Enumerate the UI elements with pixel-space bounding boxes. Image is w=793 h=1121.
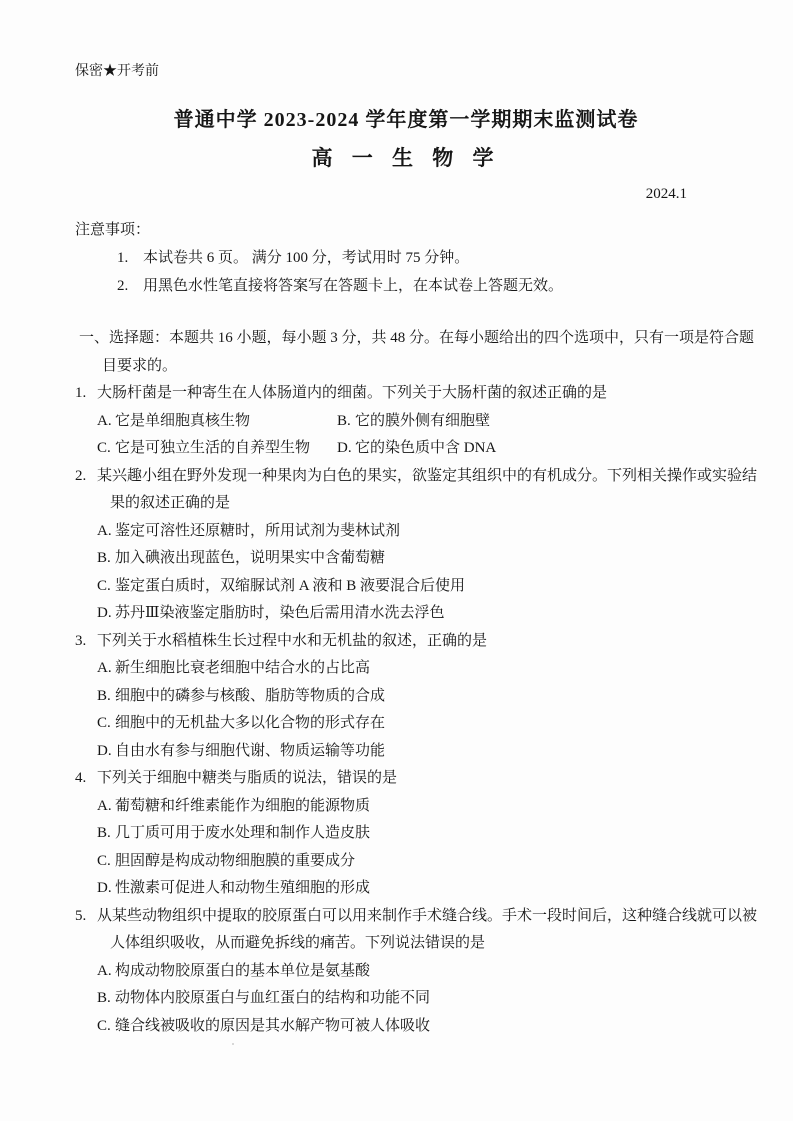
question-stem bbox=[75, 380, 737, 408]
option-text: 性激素可促进人和动物生殖细胞的形成 bbox=[115, 880, 371, 896]
option-b bbox=[75, 820, 737, 848]
option-d bbox=[75, 600, 737, 628]
option-label: D. bbox=[97, 605, 112, 621]
option-text: 构成动物胶原蛋白的基本单位是氨基酸 bbox=[115, 962, 371, 979]
question-stem bbox=[75, 765, 737, 793]
question-number: 3. bbox=[75, 632, 87, 649]
option-label: D. bbox=[97, 742, 112, 759]
option-row bbox=[75, 435, 737, 463]
option-text: 几丁质可用于废水处理和制作人造皮肤 bbox=[115, 825, 371, 841]
notice-item-2 bbox=[75, 272, 737, 300]
option-b bbox=[75, 545, 737, 573]
section-heading-line-2: 目要求的。 bbox=[102, 357, 178, 374]
option-a bbox=[75, 518, 737, 546]
option-b bbox=[75, 985, 737, 1013]
option-text: 缝合线被吸收的原因是其水解产物可被人体吸收 bbox=[115, 1017, 431, 1034]
option-row bbox=[75, 408, 737, 436]
notice-item-number: 1. bbox=[117, 250, 129, 266]
question-stem-text: 从某些动物组织中提取的胶原蛋白可以用来制作手术缝合线。手术一段时间后，这种缝合线就可以被 bbox=[97, 907, 758, 924]
option-label: B. bbox=[97, 687, 111, 704]
question-stem-text: 下列关于水稻植株生长过程中水和无机盐的叙述，正确的是 bbox=[97, 632, 488, 649]
option-text: 葡萄糖和纤维素能作为细胞的能源物质 bbox=[115, 797, 371, 814]
option-d bbox=[75, 738, 737, 766]
question-stem-continued: 人体组织吸收，从而避免拆线的痛苦。下列说法错误的是 bbox=[110, 935, 486, 951]
question-1 bbox=[75, 380, 737, 463]
notice-block bbox=[75, 216, 737, 300]
option-c bbox=[75, 1013, 737, 1041]
option-text: 加入碘液出现蓝色，说明果实中含葡萄糖 bbox=[115, 550, 386, 566]
option-text: 鉴定蛋白质时，双缩脲试剂 A 液和 B 液要混合后使用 bbox=[115, 577, 466, 594]
option-c bbox=[75, 573, 737, 601]
option-label: A. bbox=[97, 412, 112, 429]
question-5 bbox=[75, 903, 758, 1041]
option-c bbox=[75, 710, 737, 738]
section-choice-questions bbox=[75, 325, 755, 380]
option-text: 细胞中的磷参与核酸、脂肪等物质的合成 bbox=[115, 687, 386, 704]
option-label: A. bbox=[97, 660, 112, 676]
option-label: B. bbox=[97, 550, 111, 566]
option-label: D. bbox=[97, 880, 112, 896]
option-text: 鉴定可溶性还原糖时，所用试剂为斐林试剂 bbox=[115, 522, 401, 539]
option-b bbox=[337, 408, 490, 436]
option-c bbox=[75, 848, 737, 876]
notice-item-text: 用黑色水性笔直接将答案写在答题卡上，在本试卷上答题无效。 bbox=[143, 278, 564, 294]
option-text: 胆固醇是构成动物细胞膜的重要成分 bbox=[115, 852, 356, 869]
question-number: 5. bbox=[75, 907, 87, 924]
option-label: A. bbox=[97, 797, 112, 814]
section-heading-line-1: 一、选择题：本题共 16 小题，每小题 3 分，共 48 分。在每小题给出的四个选项中，只有一项是符合题 bbox=[79, 330, 755, 346]
option-a bbox=[75, 655, 737, 683]
notice-heading: 注意事项： bbox=[75, 222, 151, 238]
scan-artifact-dot bbox=[232, 1043, 234, 1045]
option-label: A. bbox=[97, 962, 112, 979]
security-marking: 保密★开考前 bbox=[75, 64, 159, 79]
question-stem-text: 某兴趣小组在野外发现一种果肉为白色的果实，欲鉴定其组织中的有机成分。下列相关操作或实验结 bbox=[97, 467, 758, 484]
question-stem bbox=[75, 903, 758, 931]
question-stem bbox=[75, 463, 758, 491]
option-c bbox=[97, 435, 337, 463]
option-label: D. bbox=[337, 440, 352, 456]
option-text: 自由水有参与细胞代谢、物质运输等功能 bbox=[115, 742, 386, 759]
option-text: 新生细胞比衰老细胞中结合水的占比高 bbox=[115, 660, 371, 676]
question-4 bbox=[75, 765, 737, 903]
option-label: C. bbox=[97, 715, 111, 731]
option-label: B. bbox=[337, 412, 351, 429]
exam-title: 普通中学 2023-2024 学年度第一学期期末监测试卷 bbox=[173, 109, 639, 131]
option-label: B. bbox=[97, 990, 111, 1006]
option-text: 细胞中的无机盐大多以化合物的形式存在 bbox=[115, 715, 386, 731]
option-d bbox=[337, 435, 496, 463]
notice-item-1 bbox=[75, 244, 737, 272]
option-text: 它是单细胞真核生物 bbox=[115, 412, 251, 429]
option-label: C. bbox=[97, 577, 111, 594]
question-stem-text: 大肠杆菌是一种寄生在人体肠道内的细菌。下列关于大肠杆菌的叙述正确的是 bbox=[97, 385, 608, 401]
notice-item-number: 2. bbox=[117, 278, 129, 294]
exam-date: 2024.1 bbox=[645, 186, 687, 202]
option-text: 它的膜外侧有细胞壁 bbox=[355, 412, 491, 429]
question-number: 2. bbox=[75, 467, 87, 484]
option-text: 它的染色质中含 DNA bbox=[355, 440, 497, 456]
option-text: 它是可独立生活的自养型生物 bbox=[115, 440, 311, 456]
option-label: C. bbox=[97, 1017, 111, 1034]
question-3 bbox=[75, 628, 737, 766]
option-text: 苏丹Ⅲ染液鉴定脂肪时，染色后需用清水洗去浮色 bbox=[115, 605, 445, 621]
question-number: 1. bbox=[75, 385, 87, 401]
question-stem-text: 下列关于细胞中糖类与脂质的说法，错误的是 bbox=[97, 770, 398, 786]
question-stem-continued: 果的叙述正确的是 bbox=[110, 495, 231, 511]
option-label: B. bbox=[97, 825, 111, 841]
question-stem bbox=[75, 628, 737, 656]
exam-subject-title: 高 一 生 物 学 bbox=[311, 146, 501, 170]
question-2 bbox=[75, 463, 758, 628]
option-a bbox=[97, 408, 337, 436]
option-d bbox=[75, 875, 737, 903]
option-label: A. bbox=[97, 522, 112, 539]
option-b bbox=[75, 683, 737, 711]
notice-item-text: 本试卷共 6 页。 满分 100 分，考试用时 75 分钟。 bbox=[143, 250, 470, 266]
option-a bbox=[75, 958, 737, 986]
option-label: C. bbox=[97, 852, 111, 869]
option-a bbox=[75, 793, 737, 821]
option-text: 动物体内胶原蛋白与血红蛋白的结构和功能不同 bbox=[115, 990, 431, 1006]
question-number: 4. bbox=[75, 770, 87, 786]
option-label: C. bbox=[97, 440, 111, 456]
